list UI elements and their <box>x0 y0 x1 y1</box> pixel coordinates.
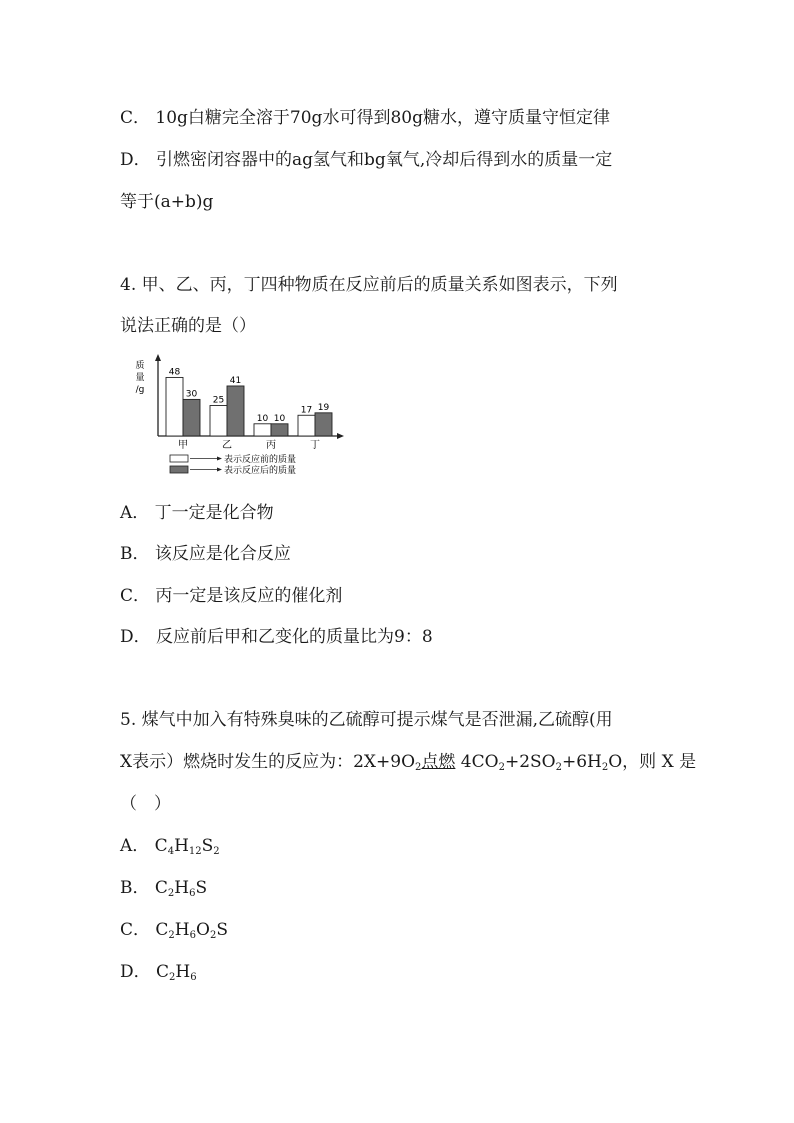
bar-value-label: 19 <box>317 402 330 413</box>
bar-before-2 <box>254 424 271 436</box>
y-axis-arrow <box>155 354 161 361</box>
bar-before-1 <box>210 406 227 437</box>
q5-stem-line1: 5. 煤气中加入有特殊臭味的乙硫醇可提示煤气是否泄漏,乙硫醇(用 <box>120 710 613 730</box>
bar-after-0 <box>183 399 200 436</box>
bar-value-label: 25 <box>212 395 225 406</box>
bar-value-label: 48 <box>168 367 181 378</box>
bar-value-label: 17 <box>300 405 313 416</box>
q4-stem-line1: 4. 甲、乙、丙，丁四种物质在反应前后的质量关系如图表示，下列 <box>120 275 618 295</box>
bar-after-2 <box>271 424 288 436</box>
bar-after-1 <box>227 386 244 436</box>
bar-before-3 <box>298 415 315 436</box>
bar-value-label: 10 <box>273 413 286 424</box>
y-label-1: 质 <box>135 361 145 371</box>
q4-option-d: D． 反应前后甲和乙变化的质量比为9：8 <box>120 627 433 647</box>
bar-value-label: 41 <box>229 375 242 386</box>
q5-option-c: C． $C_2H_6O_2S$ <box>120 920 228 941</box>
legend-after-label: 表示反应后的质量 <box>224 466 297 476</box>
mass-bar-chart <box>130 354 350 480</box>
q4-stem-line2: 说法正确的是（） <box>120 316 256 336</box>
legend-before-swatch <box>170 455 188 462</box>
q3-option-d-line1: D． 引燃密闭容器中的ag氢气和bg氧气,冷却后得到水的质量一定 <box>120 150 613 170</box>
category-label: 甲 <box>178 440 188 451</box>
q5-stem-line2: X表示）燃烧时发生的反应为：$2X+9O_2$点燃 $4CO_2+2SO_2+6H_2O$，则 X 是 <box>120 752 697 773</box>
q4-option-c: C． 丙一定是该反应的催化剂 <box>120 586 343 606</box>
category-label: 丙 <box>266 440 276 451</box>
reaction-condition: 点燃 <box>421 752 456 772</box>
bar-value-label: 30 <box>185 389 198 400</box>
q5-option-d: D． $C_2H_6$ <box>120 962 197 983</box>
q3-option-c: C． 10g白糖完全溶于70g水可得到80g糖水，遵守质量守恒定律 <box>120 108 610 128</box>
q4-option-a: A． 丁一定是化合物 <box>120 503 274 523</box>
q4-option-b: B． 该反应是化合反应 <box>120 544 291 564</box>
bar-before-0 <box>166 377 183 436</box>
q5-option-b: B． $C_2H_6S$ <box>120 878 208 899</box>
category-label: 丁 <box>310 440 320 451</box>
x-axis-arrow <box>337 433 344 439</box>
legend-before-label: 表示反应前的质量 <box>224 455 297 465</box>
q5-option-a: A． $C_4H_{12}S_2$ <box>120 836 220 857</box>
bar-value-label: 10 <box>256 413 269 424</box>
bar-after-3 <box>315 413 332 436</box>
category-label: 乙 <box>222 440 232 451</box>
y-label-2: 量 <box>135 373 145 383</box>
y-label-3: /g <box>135 385 145 395</box>
q5-stem-line3: （ ） <box>120 794 171 814</box>
legend-after-swatch <box>170 466 188 473</box>
q3-option-d-line2: 等于(a+b)g <box>120 192 214 212</box>
